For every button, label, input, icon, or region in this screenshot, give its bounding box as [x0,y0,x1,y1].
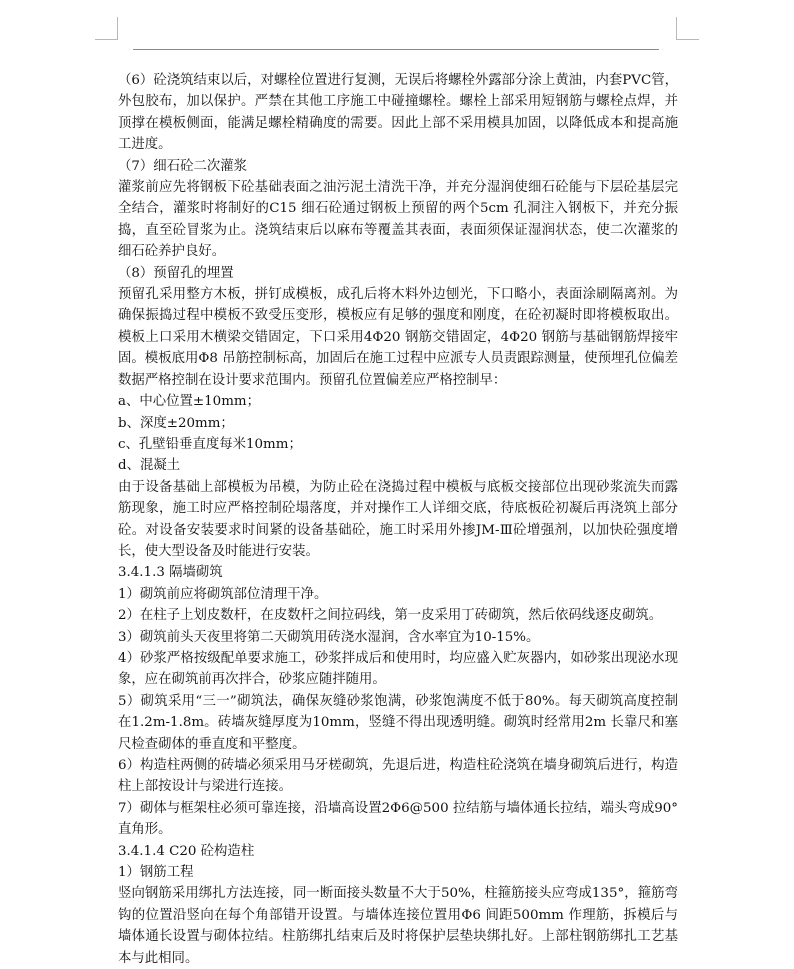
document-body [118,70,678,969]
list-item: 4）砂浆严格按级配单要求施工，砂浆拌成后和使用时，均应盛入贮灰器内，如砂浆出现泌水现象，应在砌筑前再次拌合，砂浆应随拌随用。 [118,650,678,688]
list-item: c、孔壁铅垂直度每米10mm； [118,436,302,452]
section-heading: （7）细石砼二次灌浆 [118,158,248,174]
list-item: 5）砌筑采用“三一”砌筑法，确保灰缝砂浆饱满，砂浆饱满度不低于80%。每天砌筑高度控制在1.2m-1.8m。砖墙灰缝厚度为10mm，竖缝不得出现透明缝。砌筑时经常用2m 长靠尺和塞尺检查砌体的垂直度和平整度。 [118,693,678,752]
paragraph: 预留孔采用整方木板，拼钉成模板，成孔后将木料外边刨光，下口略小，表面涂刷隔离剂。为确保振捣过程中模板不致受压变形，模板应有足够的强度和刚度，在砼初凝时即将模板取出。模板上口采用木横梁交错固定，下口采用4Φ20 钢筋交错固定，4Φ20 钢筋与基础钢筋焊接牢固。模板底用Φ8 吊筋控制标高，加固后在施工过程中应派专人员责跟踪测量，使预埋孔位偏差数据严格控制在设计要求范围内。预留孔位置偏差应严格控制早： [118,287,678,388]
page-corner-mark-top-left [95,17,118,40]
list-item: a、中心位置±10mm； [118,394,260,410]
list-item: 2）在柱子上划皮数杆，在皮数杆之间拉码线，第一皮采用丁砖砌筑，然后依码线逐皮砌筑。 [118,608,663,624]
list-item: 3）砌筑前头天夜里将第二天砌筑用砖浇水湿润，含水率宜为10-15%。 [118,629,540,645]
list-item: 1）砌筑前应将砌筑部位清理干净。 [118,586,328,602]
page-corner-mark-top-right [676,17,699,40]
list-item: b、深度±20mm； [118,415,234,431]
list-item: d、混凝土 [118,458,181,474]
header-rule [133,49,659,50]
section-heading: 3.4.1.4 C20 砼构造柱 [118,843,255,859]
section-heading: （8）预留孔的埋置 [118,265,234,281]
section-heading: 3.4.1.3 隔墙砌筑 [118,565,223,581]
section-heading: 1）钢筋工程 [118,865,194,881]
list-item: 6）构造柱两侧的砖墙必须采用马牙槎砌筑，先退后进，构造柱砼浇筑在墙身砌筑后进行，构造柱上部按设计与梁进行连接。 [118,758,678,795]
paragraph: 灌浆前应先将钢板下砼基础表面之油污泥土清洗干净，并充分湿润使细石砼能与下层砼基层完全结合，灌浆时将制好的C15 细石砼通过钢板上预留的两个5cm 孔洞注入钢板下，并充分振捣，直至砼冒浆为止。浇筑结束后以麻布等覆盖其表面，表面须保证湿润状态，使二次灌浆的细石砼养护良好。 [118,180,678,260]
list-item: 7）砌体与框架柱必须可靠连接，沿墙高设置2Φ6@500 拉结筋与墙体通长拉结，端头弯成90°直角形。 [118,800,678,838]
paragraph: （6）砼浇筑结束以后，对螺栓位置进行复测，无误后将螺栓外露部分涂上黄油，内套PVC管，外包胶布，加以保护。严禁在其他工序施工中碰撞螺栓。螺栓上部采用短钢筋与螺栓点焊，并顶撑在模板侧面，能满足螺栓精确度的需要。因此上部不采用模具加固，以降低成本和提高施工进度。 [118,73,678,153]
paragraph: 竖向钢筋采用绑扎方法连接，同一断面接头数量不大于50%，柱箍筋接头应弯成135°，箍筋弯钩的位置沿竖向在每个角部错开设置。与墙体连接位置用Φ6 间距500mm 作理筋，拆模后与墙体通长设置与砌体拉结。柱筋绑扎结束后及时将保护层垫块绑扎好。上部柱钢筋绑扎工艺基本与此相同。 [118,886,678,966]
paragraph: 由于设备基础上部模板为吊模，为防止砼在浇捣过程中模板与底板交接部位出现砂浆流失而露筋现象，施工时应严格控制砼塌落度，并对操作工人详细交底，待底板砼初凝后再浇筑上部分砼。对设备安装要求时间紧的设备基础砼，施工时采用外掺JM-Ⅲ砼增强剂，以加快砼强度增长，使大型设备及时能进行安装。 [118,479,678,559]
